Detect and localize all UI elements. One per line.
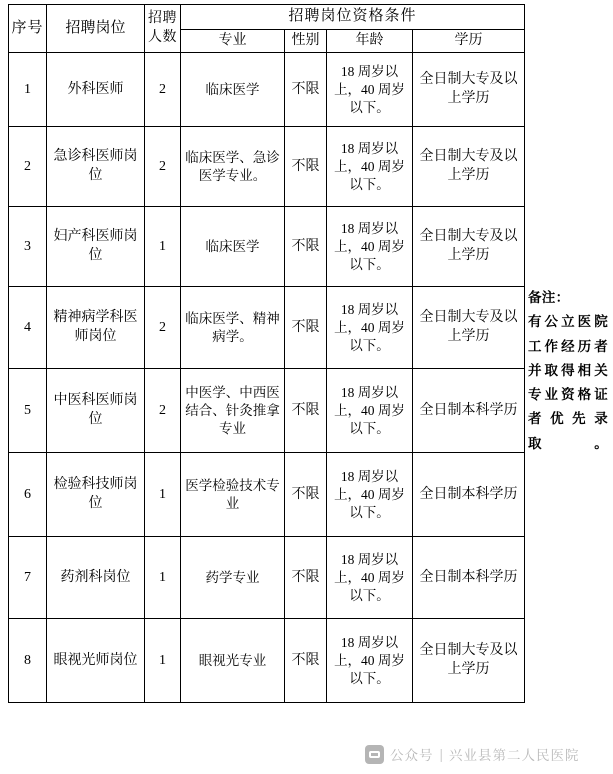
- cell-sex: 不限: [285, 287, 327, 369]
- column-header-education: 学历: [413, 29, 525, 52]
- cell-post: 中医科医师岗位: [47, 369, 145, 453]
- cell-post: 急诊科医师岗位: [47, 127, 145, 207]
- watermark-account-name: 兴业县第二人民医院: [449, 748, 580, 763]
- cell-seq: 7: [9, 537, 47, 619]
- cell-sex: 不限: [285, 127, 327, 207]
- table-header-row-1: [9, 5, 525, 30]
- cell-education: 全日制本科学历: [413, 453, 525, 537]
- cell-count: 2: [145, 53, 181, 127]
- cell-education: 全日制大专及以上学历: [413, 207, 525, 287]
- cell-sex: 不限: [285, 53, 327, 127]
- cell-education: 全日制本科学历: [413, 537, 525, 619]
- cell-count: 2: [145, 127, 181, 207]
- cell-education: 全日制大专及以上学历: [413, 287, 525, 369]
- cell-post: 妇产科医师岗位: [47, 207, 145, 287]
- cell-sex: 不限: [285, 207, 327, 287]
- cell-sex: 不限: [285, 453, 327, 537]
- recruitment-table: [8, 4, 525, 703]
- cell-count: 2: [145, 287, 181, 369]
- recruitment-table-container: [8, 4, 524, 703]
- cell-age: 18 周岁以上，40 周岁以下。: [327, 619, 413, 703]
- cell-major: 临床医学、急诊医学专业。: [181, 127, 285, 207]
- column-header-count: 招聘人数: [145, 5, 181, 53]
- watermark: [365, 744, 580, 764]
- column-header-conditions: 招聘岗位资格条件: [181, 5, 525, 30]
- cell-major: 临床医学: [181, 207, 285, 287]
- cell-education: 全日制大专及以上学历: [413, 53, 525, 127]
- cell-sex: 不限: [285, 619, 327, 703]
- cell-post: 外科医师: [47, 53, 145, 127]
- cell-sex: 不限: [285, 369, 327, 453]
- cell-post: 药剂科岗位: [47, 537, 145, 619]
- cell-education: 全日制本科学历: [413, 369, 525, 453]
- remarks-title: 备注：: [528, 290, 570, 305]
- cell-age: 18 周岁以上，40 周岁以下。: [327, 287, 413, 369]
- cell-post: 检验科技师岗位: [47, 453, 145, 537]
- cell-count: 1: [145, 453, 181, 537]
- cell-major: 药学专业: [181, 537, 285, 619]
- cell-seq: 4: [9, 287, 47, 369]
- cell-age: 18 周岁以上，40 周岁以下。: [327, 537, 413, 619]
- cell-education: 全日制大专及以上学历: [413, 127, 525, 207]
- cell-major: 临床医学: [181, 53, 285, 127]
- cell-age: 18 周岁以上，40 周岁以下。: [327, 453, 413, 537]
- cell-seq: 8: [9, 619, 47, 703]
- cell-sex: 不限: [285, 537, 327, 619]
- cell-age: 18 周岁以上，40 周岁以下。: [327, 207, 413, 287]
- table-row: [9, 369, 525, 453]
- cell-major: 临床医学、精神病学。: [181, 287, 285, 369]
- table-row: [9, 453, 525, 537]
- table-row: [9, 127, 525, 207]
- column-header-age: 年龄: [327, 29, 413, 52]
- column-header-sex: 性别: [285, 29, 327, 52]
- cell-post: 精神病学科医师岗位: [47, 287, 145, 369]
- cell-age: 18 周岁以上，40 周岁以下。: [327, 127, 413, 207]
- cell-age: 18 周岁以上，40 周岁以下。: [327, 53, 413, 127]
- wechat-icon: [365, 745, 384, 764]
- cell-education: 全日制大专及以上学历: [413, 619, 525, 703]
- cell-major: 医学检验技术专业: [181, 453, 285, 537]
- table-row: [9, 287, 525, 369]
- cell-count: 1: [145, 207, 181, 287]
- cell-seq: 2: [9, 127, 47, 207]
- cell-seq: 5: [9, 369, 47, 453]
- cell-count: 1: [145, 537, 181, 619]
- watermark-badge-label: 公众号: [390, 748, 434, 763]
- cell-age: 18 周岁以上，40 周岁以下。: [327, 369, 413, 453]
- table-row: [9, 537, 525, 619]
- cell-seq: 3: [9, 207, 47, 287]
- column-header-seq: 序号: [9, 5, 47, 53]
- column-header-post: 招聘岗位: [47, 5, 145, 53]
- watermark-separator: |: [439, 746, 444, 762]
- table-row: [9, 619, 525, 703]
- cell-major: 眼视光专业: [181, 619, 285, 703]
- table-row: [9, 207, 525, 287]
- table-row: [9, 53, 525, 127]
- column-header-major: 专业: [181, 29, 285, 52]
- cell-count: 2: [145, 369, 181, 453]
- cell-major: 中医学、中西医结合、针灸推拿专业: [181, 369, 285, 453]
- cell-post: 眼视光师岗位: [47, 619, 145, 703]
- remarks-body: 有公立医院工作经历者并取得相关专业资格证者优先录取。: [528, 314, 608, 451]
- remarks-block: [528, 286, 608, 456]
- cell-seq: 1: [9, 53, 47, 127]
- cell-count: 1: [145, 619, 181, 703]
- cell-seq: 6: [9, 453, 47, 537]
